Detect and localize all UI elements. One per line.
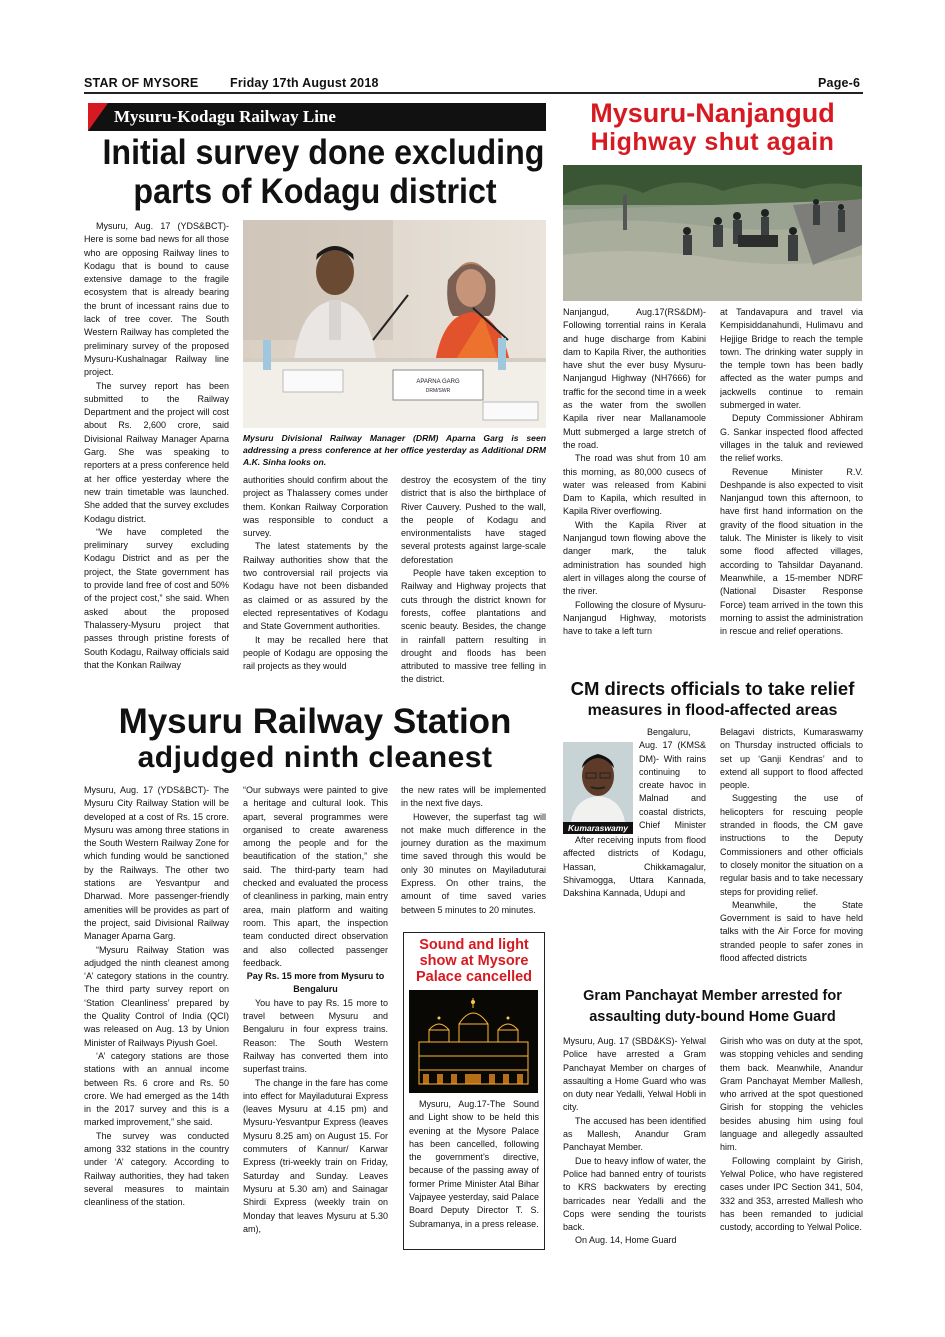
paragraph: “Mysuru Railway Station was adjudged the ninth cleanest among ‘A’ category stations in the country. The third party survey report on ‘Station Cleanliness’ prepared by the Quality Control of India (QCI) was released on Aug. 13 by Union Minister of Railways Piyush Goel. bbox=[84, 944, 229, 1048]
paragraph: The latest statements by the Railway authorities show that the two controversial rail projects via Kodagu have not been disbanded as claimed or as assured by the elected representatives of Kodagu and State Government authorities. bbox=[243, 541, 388, 632]
paragraph: Following the closure of Mysuru-Nanjangud Highway, motorists have to take a left turn bbox=[563, 599, 706, 637]
paragraph: However, the superfast tag will not make much difference in the journey duration as the maximum time saved through this would be only 30 minutes on Mayiladuturai Express. On other trains, the amount of time saved varies between 5 minutes to 20 minutes. bbox=[401, 811, 546, 915]
paragraph: Nanjangud, Aug.17(RS&DM)- Following torrential rains in Kerala and huge discharge from Kabini dam to Kapila River, the authorities have shut the ever busy Mysuru-Nanjangud Highway (NH7666) for traffic for the second time in a week as the water from the swollen Kapila river near Mallanamoole Mutt submerged a large stretch of the road. bbox=[563, 307, 706, 450]
mysore-palace-photo bbox=[409, 990, 538, 1093]
masthead-paper-name: STAR OF MYSORE bbox=[84, 76, 199, 90]
cm-headline-line1: CM directs officials to take relief bbox=[570, 678, 855, 699]
masthead-date: Friday 17th August 2018 bbox=[230, 76, 379, 90]
palace-headline-line1: Sound and light bbox=[419, 937, 529, 953]
cm-headline bbox=[560, 678, 865, 724]
paragraph: On Aug. 14, Home Guard bbox=[575, 1235, 677, 1246]
paragraph: “We have completed the preliminary survey excluding Kodagu District and as per the project, the State government has to provide land free of cost and 50% of the project cost,” she said. When asked about the proposed Thalassery-Mysuru project that passes through pristine forests of South Kodagu, Railway officials said that the Konkan Railway bbox=[84, 526, 229, 670]
paragraph: Due to heavy inflow of water, the Police had banned entry of tourists to KRS backwaters by erecting barricades near Yedalli and the Cops were sending the tourists back. bbox=[563, 1155, 706, 1233]
rail-headline-line2: parts of Kodagu district bbox=[133, 172, 497, 211]
paragraph: Bengaluru, Aug. 17 (KMS& DM)- With rains continuing to create havoc in Malnad and coastal districts, Chief Minister bbox=[639, 727, 706, 831]
rail-kicker-text: Mysuru-Kodagu Railway Line bbox=[114, 107, 336, 126]
fare-subhead: Pay Rs. 15 more from Mysuru to Bengaluru bbox=[246, 971, 385, 995]
gram-column-2 bbox=[720, 1035, 863, 1263]
highway-column-1 bbox=[563, 306, 706, 672]
paragraph: People have taken exception to Railway and Highway projects that cuts through the district known for forests, coffee plantations and scenic beauty. Besides, the change in rainfall pattern resulting in drought and floods has been attributed to massive tree felling in the district. bbox=[401, 568, 546, 685]
gram-headline-line2: assaulting duty-bound Home Guard bbox=[589, 1009, 836, 1025]
station-headline-line2: adjudged ninth cleanest bbox=[137, 741, 493, 775]
paragraph: You have to pay Rs. 15 more to travel between Mysuru and Bengaluru in four express trains. Reason: The South Western Railway has converted them into superfast trains. bbox=[243, 997, 388, 1075]
station-column-1 bbox=[84, 784, 229, 1262]
paragraph: Suggesting the use of helicopters for rescuing people stranded in floods, the CM gave instructions to the Deputy Commissioners and other officials to closely monitor the situation on a regular basis and to take necessary steps for providing relief. bbox=[720, 793, 863, 897]
paragraph: Girish who was on duty at the spot, was stopping vehicles and sending them back. Meanwhile, Anandur Gram Panchayat Member Mallesh, who arrived at the spot questioned Girish for stopping the vehicles besides abusing him using foul language and allegedly assaulted him. bbox=[720, 1036, 863, 1153]
paragraph: ‘A’ category stations are those stations with an annual income between Rs. 6 crore and Rs. 50 crore. We had emerged as the 14th in the 2017 survey and this is a marked improvement,” she said. bbox=[84, 1050, 229, 1128]
highway-headline-line1: Mysuru-Nanjangud bbox=[590, 98, 835, 128]
paragraph: After receiving inputs from flood affected districts of Kodagu, Hassan, Chikkamagalur, Shivamogga, Uttara Kannada, Dakshina Kannada, Udupi and bbox=[563, 835, 706, 899]
cm-column-1a bbox=[639, 726, 706, 834]
flooded-highway-photo bbox=[563, 165, 862, 301]
gram-headline-line1: Gram Panchayat Member arrested for bbox=[583, 988, 842, 1004]
palace-photo-graphic bbox=[409, 990, 538, 1093]
cm-column-1b bbox=[563, 834, 706, 980]
paragraph: The survey report has been submitted to the Railway Department and the project will cost about Rs. 2,600 crore, said Divisional Railway Manager Aparna Garg. She was speaking to reporters at a press conference held at her office yesterday where the new train timetable was launched. She added that the survey excludes Kodagu district. bbox=[84, 380, 229, 524]
station-headline-line1: Mysuru Railway Station bbox=[118, 702, 512, 741]
rail-column-1 bbox=[84, 220, 229, 698]
header-rule bbox=[84, 92, 863, 94]
paragraph: The road was shut from 10 am this morning, as 80,000 cusecs of water was released from Kabini Dam to Kapila, which resulted in Kapila River overflowing. bbox=[563, 453, 706, 517]
rail-headline bbox=[84, 134, 546, 214]
palace-headline-line3: Palace cancelled bbox=[415, 969, 533, 985]
highway-headline-line2: Highway shut again bbox=[590, 128, 835, 157]
palace-headline-line2: show at Mysore bbox=[419, 953, 529, 969]
paragraph: The survey was conducted among 332 stations in the country under ‘A’ category. According to Railway authorities, they had taken several measures to maintain cleanliness of the station. bbox=[84, 1130, 229, 1208]
paragraph: the new rates will be implemented in the next five days. bbox=[401, 785, 546, 809]
paragraph: authorities should confirm about the project as Thalassery comes under them. Konkan Railway Corporation was responsible to conduct a survey. bbox=[243, 475, 388, 539]
paragraph: Mysuru, Aug. 17 (YDS&BCT)- Here is some bad news for all those who are opposing Railway lines to Kodagu that is bound to cause extensive damage to the fragile ecosystem that is already bearing the brunt of incessant rains due to lack of tree cover. The South Western Railway has completed the preliminary survey of the proposed Mysuru-Kushalnagar Railway line project. bbox=[84, 221, 229, 378]
gram-column-1 bbox=[563, 1035, 706, 1263]
paragraph: Meanwhile, the State Government is said to have held talks with the Air Force for moving stranded people to safer zones in flood affected districts bbox=[720, 899, 863, 964]
drm-photo-caption: Mysuru Divisional Railway Manager (DRM) Aparna Garg is seen addressing a press conference at her office yesterday as Additional DRM A.K. Sinha looks on. bbox=[243, 433, 546, 467]
paragraph: The change in the fare has come into effect for Mayiladuturai Express (leaves Mysuru at 4.15 pm) and Mysuru-Yesvantpur Express (leaves Mysuru 8.25 am) on August 15. For commuters of Kannur/ Karwar Express (tri-weekly train on Friday, Saturday and Sunday. Leaves Mysuru at 5.30 am) and Sainagar Shirdi Express (weekly train on Monday that leaves Mysuru at 5.30 am), bbox=[243, 1077, 388, 1234]
kumaraswamy-photo-graphic bbox=[563, 742, 633, 822]
paragraph: destroy the ecosystem of the tiny district that is also the birthplace of River Cauvery. Pushed to the wall, the people of Kodagu and environmentalists have staged several protests against large-scale deforestation bbox=[401, 475, 546, 565]
cm-headline-line2: measures in flood-affected areas bbox=[587, 702, 838, 719]
paragraph: Following complaint by Girish, Yelwal Police, who have registered cases under IPC Section 341, 504, 332 and 353, arrested Mallesh who has been remanded to judicial custody, according to Yelwal Police. bbox=[720, 1155, 863, 1233]
gram-headline bbox=[560, 986, 865, 1030]
rail-column-2 bbox=[243, 474, 388, 698]
kumaraswamy-photo bbox=[563, 742, 633, 822]
rail-column-3 bbox=[401, 474, 546, 698]
drm-photo-graphic bbox=[243, 220, 546, 428]
drm-press-conference-photo bbox=[243, 220, 546, 428]
rail-kicker bbox=[88, 103, 546, 131]
paragraph: Revenue Minister R.V. Deshpande is also expected to visit Nanjangud town this afternoon, to have first hand information on the gravity of the flood situation in the taluk. The Minister is likely to visit some flood affected villages, according to Tahsildar Dayanand. Meanwhile, a 15-member NDRF (National Disaster Response Force) team arrived in the town this morning to assist the administration in rescue and relief operations. bbox=[720, 466, 863, 637]
paragraph: Mysuru, Aug. 17 (SBD&KS)- Yelwal Police have arrested a Gram Panchayat Member on charges of assaulting a Home Guard who was on duty near Yedalli, Yelwal Hobli in city. bbox=[563, 1036, 706, 1113]
page-number: Page-6 bbox=[818, 76, 861, 90]
nameplate-line2: DRM/SWR bbox=[425, 388, 451, 394]
paragraph: With the Kapila River at Nanjangud town flowing above the danger mark, the taluk administration has sounded high alert in villages along the course of the river. bbox=[563, 519, 706, 597]
station-headline bbox=[84, 702, 546, 780]
paragraph: The accused has been identified as Mallesh, Anandur Gram Panchayat Member. bbox=[563, 1115, 706, 1153]
kicker-red-flag bbox=[88, 103, 108, 131]
highway-column-2 bbox=[720, 306, 863, 672]
station-column-2 bbox=[243, 784, 388, 1262]
palace-headline bbox=[404, 933, 544, 985]
nameplate-line1: APARNA GARG bbox=[416, 379, 460, 385]
paragraph: Mysuru, Aug. 17 (YDS&BCT)- The Mysuru City Railway Station will be developed at a cost of Rs. 15 crore. Mysuru was among three stations in the South Western Railway Zone for which funding would be sanctioned by the Railways. The other two stations are Yesvantpur and Dharwad. More passenger-friendly amenities will be provides as part of the project, said Divisional Railway Manager Aparna Garg. bbox=[84, 785, 229, 942]
palace-body: Mysuru, Aug.17-The Sound and Light show to be held this evening at the Mysore Palace has been cancelled, following the government’s directive, because of the passing away of former Prime Minister Atal Bihar Vajpayee yesterday, said Palace Board Deputy Director T. S. Subramanya, in a press release. bbox=[409, 1099, 539, 1229]
paragraph: Deputy Commissioner Abhiram G. Sankar inspected flood affected villages in the taluk and reviewed the relief works. bbox=[720, 413, 863, 464]
paragraph: at Tandavapura and travel via Kempisiddanahundi, Hulimavu and Hejjige Bridge to reach the temple town. The drinking water supply in the temple town has been badly affected as the water pumps and jackwells continue to remain submerged in water. bbox=[720, 307, 863, 411]
station-column-3 bbox=[401, 784, 546, 920]
highway-headline bbox=[560, 98, 865, 160]
kumaraswamy-photo-label: Kumaraswamy bbox=[563, 822, 633, 834]
rail-headline-line1: Initial survey done excluding bbox=[102, 134, 545, 172]
palace-box bbox=[403, 932, 545, 1250]
flood-photo-graphic bbox=[563, 165, 862, 301]
paragraph: “Our subways were painted to give a heritage and cultural look. This apart, several programmes were organised to create awareness among the people and for the beautification of the station,” she said. The third-party team had checked and evaluated the process of cleanliness in parking, main entry area, main platform and waiting room. This apart, the inspection team conducted direct observation and also collected passenger feedback. bbox=[243, 785, 388, 968]
paragraph: Belagavi districts, Kumaraswamy on Thursday instructed officials to set up ‘Ganji Kendras’ and to extend all support to flood affected people. bbox=[720, 727, 863, 791]
paragraph: It may be recalled here that people of Kodagu are opposing the rail projects as they would bbox=[243, 634, 388, 672]
cm-column-2 bbox=[720, 726, 863, 980]
cm-photo-frame bbox=[563, 742, 633, 834]
